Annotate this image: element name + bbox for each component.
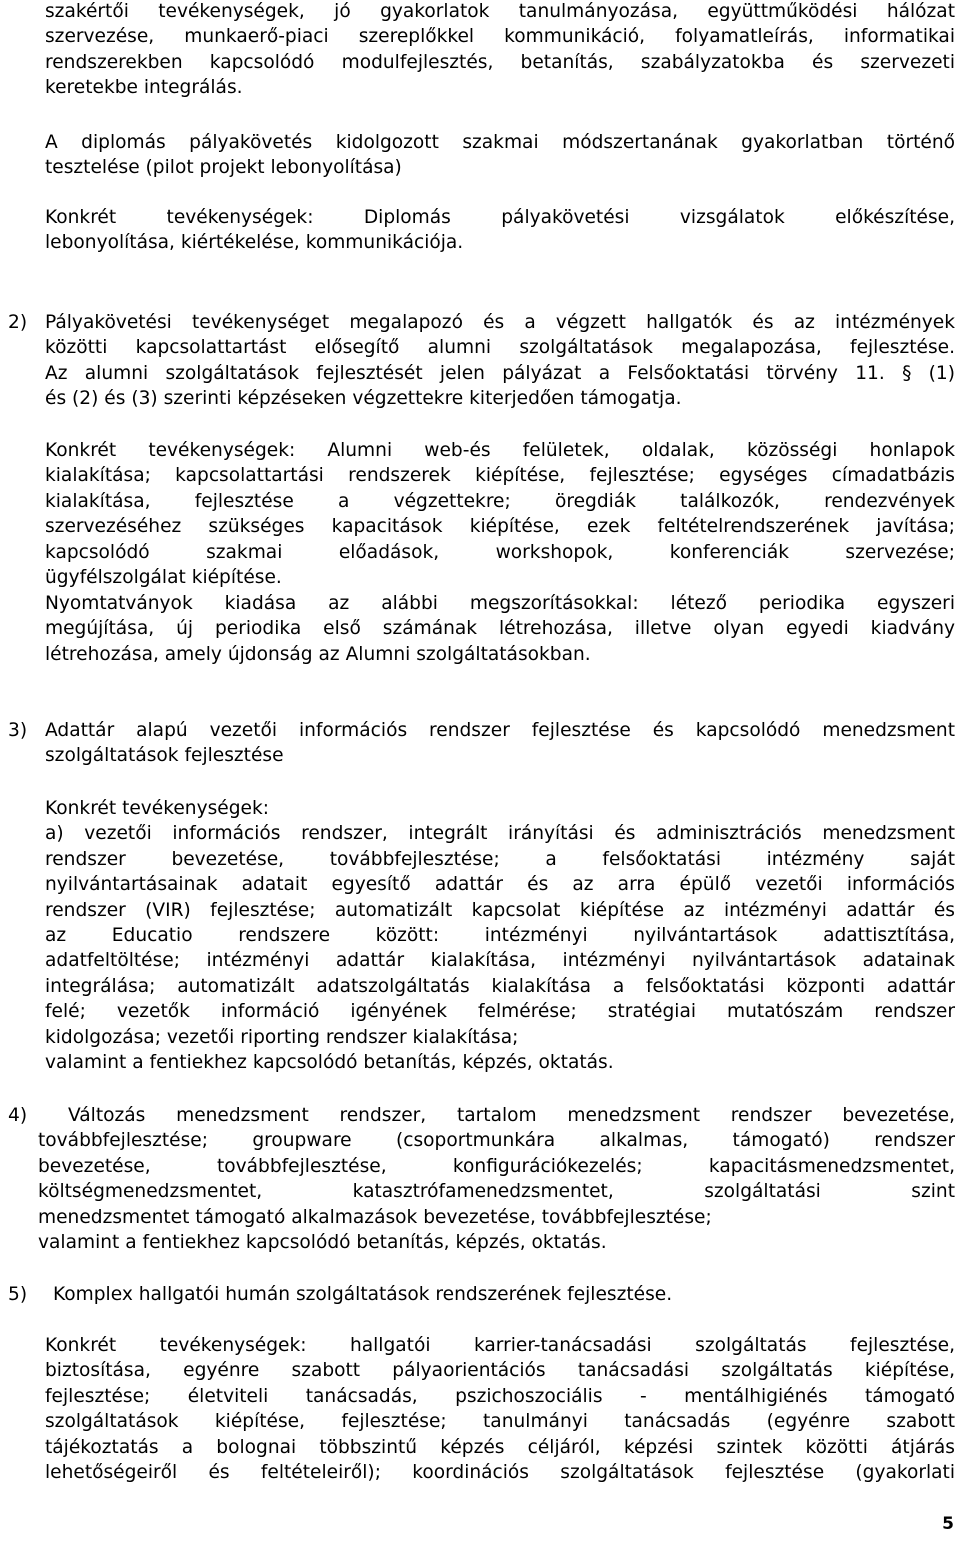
section-number-3: 3)	[8, 720, 28, 741]
text-line: közötti kapcsolattartást elősegítő alumni szolgáltatások megalapozása, fejlesztése.	[45, 337, 955, 359]
paragraph-activities-2	[45, 438, 955, 590]
text-line: lebonyolítása, kiértékelése, kommunikációja.	[45, 232, 464, 254]
text-line: szervezéséhez szükséges kapacitások kiépítése, ezek feltételrendszerének javítása;	[45, 516, 955, 538]
text-line: szolgáltatások kiépítése, fejlesztése; tanulmányi tanácsadás (egyénre szabott	[45, 1411, 955, 1433]
text-line: szakértői tevékenységek, jó gyakorlatok tanulmányozása, együttműködési hálózat	[45, 1, 955, 22]
text-line: kidolgozása; vezetői riporting rendszer kialakítása;	[45, 1026, 519, 1048]
section-5-heading	[53, 1282, 953, 1307]
text-line: szervezése, munkaerő-piaci szereplőkkel kommunikáció, folyamatleírás, informatikai	[45, 26, 955, 48]
text-line: integrálása; automatizált adatszolgáltatás kialakítása a felsőoktatási központi adattár	[45, 975, 955, 997]
text-line: fejlesztése; életviteli tanácsadás, pszichoszociális - mentálhigiénés támogató	[45, 1385, 955, 1407]
text-line: rendszer (VIR) fejlesztése; automatizált kapcsolat kiépítése az intézményi adattár és	[45, 899, 955, 921]
paragraph-intro	[45, 0, 955, 101]
text-line: tájékoztatás a bolognai többszintű képzés céljáról, képzési szintek közötti átjárás	[45, 1436, 955, 1458]
paragraph-activities-5	[45, 1333, 955, 1485]
activities-label: Konkrét tevékenységek:	[45, 798, 269, 819]
page-number: 5	[942, 1514, 954, 1534]
text-line: felé; vezetők információ igényének felmérése; stratégiai mutatószám rendszer	[45, 1001, 955, 1023]
text-line: kialakítása; kapcsolattartási rendszerek kiépítése, fejlesztése; egységes címadatbázis	[45, 465, 955, 487]
text-line: rendszer bevezetése, továbbfejlesztése; a felsőoktatási intézmény saját	[45, 848, 955, 870]
section-3-heading	[45, 718, 955, 769]
section-number-4: 4)	[8, 1105, 28, 1126]
text-line: tesztelése (pilot projekt lebonyolítása)	[45, 157, 402, 179]
text-line: Nyomtatványok kiadása az alábbi megszorításokkal: létező periodika egyszeri	[45, 593, 955, 614]
text-line: Konkrét tevékenységek: Alumni web-és felületek, oldalak, közösségi honlapok	[45, 440, 955, 461]
text-line: A diplomás pályakövetés kidolgozott szakmai módszertanának gyakorlatban történő	[45, 132, 955, 153]
text-line: menedzsmentet támogató alkalmazások bevezetése, továbbfejlesztése;	[38, 1206, 712, 1228]
text-line: költségmenedzsmentet, katasztrófamenedzsmentet, szolgáltatási szint	[38, 1181, 955, 1203]
text-line: megújítása, új periodika első számának létrehozása, illetve olyan egyedi kiadvány	[45, 618, 955, 640]
text-line: Az alumni szolgáltatások fejlesztését jelen pályázat a Felsőoktatási törvény 11. § (1)	[45, 362, 955, 384]
text-line: a) vezetői információs rendszer, integrált irányítási és adminisztrációs menedzsment	[45, 823, 955, 845]
paragraph-activities-3	[45, 796, 955, 1075]
text-line: az Educatio rendszere között: intézményi nyilvántartások adattisztítása,	[45, 925, 955, 947]
paragraph-pilot	[45, 130, 955, 181]
text-line: bevezetése, továbbfejlesztése, konfigurációkezelés; kapacitásmenedzsmentet,	[38, 1155, 955, 1177]
text-line: adatfeltöltése; intézményi adattár kialakítása, intézményi nyilvántartások adatainak	[45, 950, 955, 972]
text-line: biztosítása, egyénre szabott pályaorientációs tanácsadási szolgáltatás kiépítése,	[45, 1360, 955, 1382]
text-line: nyilvántartásainak adatait egyesítő adattár és az arra épülő vezetői információs	[45, 874, 955, 896]
text-line: ügyfélszolgálat kiépítése.	[45, 567, 282, 589]
text-line: lehetőségeiről és feltételeiről); koordinációs szolgáltatások fejlesztése (gyakorlati	[45, 1462, 955, 1484]
text-line: szolgáltatások fejlesztése	[45, 745, 284, 767]
text-line: kapcsolódó szakmai előadások, workshopok, konferenciák szervezése;	[45, 541, 955, 563]
text-line: Konkrét tevékenységek: hallgatói karrier-tanácsadási szolgáltatás fejlesztése,	[45, 1335, 955, 1356]
text-line: valamint a fentiekhez kapcsolódó betanítás, képzés, oktatás.	[45, 1052, 614, 1074]
paragraph-publications	[45, 591, 955, 667]
text-line: valamint a fentiekhez kapcsolódó betanítás, képzés, oktatás.	[38, 1232, 607, 1254]
text-line: Változás menedzsment rendszer, tartalom menedzsment rendszer bevezetése,	[68, 1105, 955, 1126]
section-number-2: 2)	[8, 312, 28, 333]
text-line: Adattár alapú vezetői információs rendszer fejlesztése és kapcsolódó menedzsment	[45, 720, 955, 741]
text-line: Komplex hallgatói humán szolgáltatások rendszerének fejlesztése.	[53, 1284, 673, 1305]
text-line: létrehozása, amely újdonság az Alumni szolgáltatásokban.	[45, 643, 591, 665]
text-line: továbbfejlesztése; groupware (csoportmunkára alkalmas, támogató) rendszer	[38, 1130, 955, 1152]
text-line: és (2) és (3) szerinti képzéseken végzettekre kiterjedően támogatja.	[45, 388, 682, 410]
text-line: keretekbe integrálás.	[45, 77, 243, 99]
section-number-5: 5)	[8, 1284, 28, 1305]
paragraph-activities-1	[45, 205, 955, 256]
section-2-heading	[45, 310, 955, 412]
section-4-body	[38, 1103, 955, 1255]
text-line: Pályakövetési tevékenységet megalapozó és a végzett hallgatók és az intézmények	[45, 312, 955, 333]
text-line: Konkrét tevékenységek: Diplomás pályakövetési vizsgálatok előkészítése,	[45, 207, 955, 228]
text-line: kialakítása, fejlesztése a végzettekre; öregdiák találkozók, rendezvények	[45, 490, 955, 512]
text-line: rendszerekben kapcsolódó modulfejlesztés, betanítás, szabályzatokba és szervezeti	[45, 51, 955, 73]
